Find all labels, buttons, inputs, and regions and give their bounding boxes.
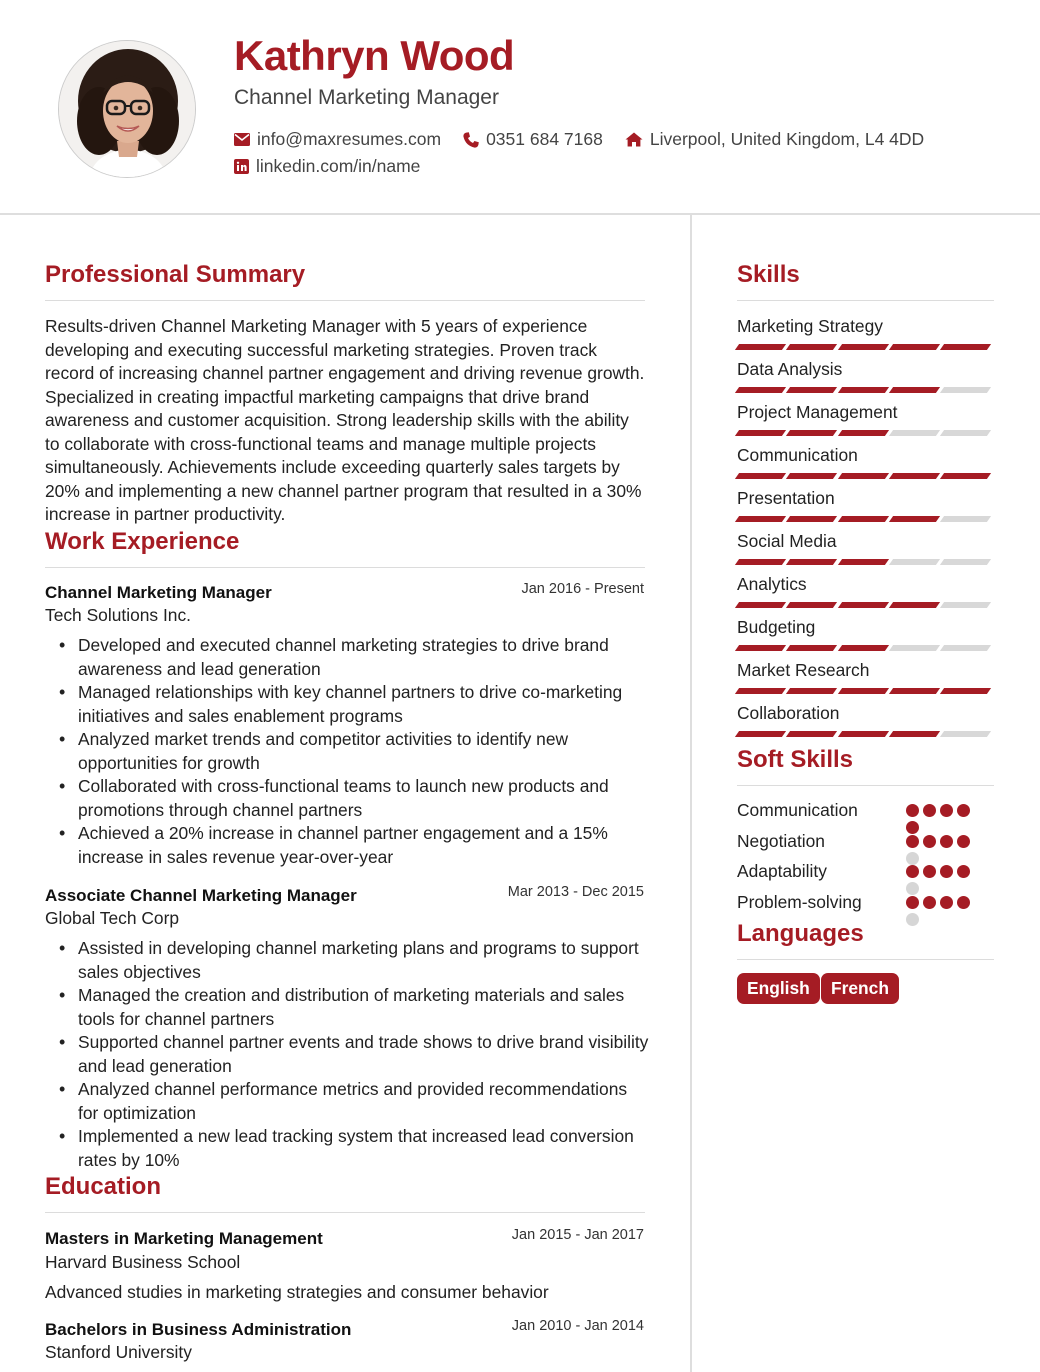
job-bullet: • Assisted in developing channel marketing plans and programs to support sales objectives bbox=[45, 937, 650, 984]
skill-level-segment bbox=[889, 344, 940, 350]
rating-dot bbox=[940, 804, 953, 817]
skill-level-segment bbox=[837, 344, 888, 350]
skill-level-segment bbox=[940, 688, 991, 694]
job-bullet: • Implemented a new lead tracking system that increased lead conversion rates by 10% bbox=[45, 1125, 650, 1172]
skill-level-segment bbox=[940, 602, 991, 608]
soft-skills-divider bbox=[737, 785, 994, 786]
soft-skill-rating bbox=[906, 804, 976, 838]
skill-name: Market Research bbox=[737, 660, 870, 680]
skill-level-segment bbox=[837, 516, 888, 522]
degree-title: Bachelors in Business Administration bbox=[45, 1320, 352, 1339]
skill-level-segment bbox=[735, 473, 786, 479]
rating-dot bbox=[923, 835, 936, 848]
skill-level-bar bbox=[737, 559, 993, 565]
skill-level-segment bbox=[837, 731, 888, 737]
skill-level-segment bbox=[837, 602, 888, 608]
rating-dot bbox=[906, 804, 919, 817]
phone-icon bbox=[463, 132, 479, 148]
skill-level-segment bbox=[735, 645, 786, 651]
contact-linkedin[interactable] bbox=[234, 156, 420, 177]
education-date: Jan 2010 - Jan 2014 bbox=[511, 1318, 644, 1334]
skill-name: Communication bbox=[737, 445, 858, 465]
skill-level-segment bbox=[786, 473, 837, 479]
rating-dot bbox=[940, 835, 953, 848]
skill-level-segment bbox=[837, 645, 888, 651]
contact-row-2 bbox=[234, 156, 442, 177]
skill-level-bar bbox=[737, 602, 993, 608]
skill-level-segment bbox=[786, 344, 837, 350]
summary-text: Results-driven Channel Marketing Manager with 5 years of experience developing and executing successful marketing strategies. Proven track record of increasing channel partner engagement and driving revenue growth. Specialized in creating impactful marketing campaigns that drive brand awareness and customer acquisition. Strong leadership skills with the ability to collaborate with cross-functional teams and manage multiple projects simultaneously. Achievements include exceeding quarterly sales targets by 20% and implementing a new channel partner program that resulted in a 30% increase in partner productivity. bbox=[45, 316, 645, 524]
rating-dot bbox=[923, 896, 936, 909]
summary-heading: Professional Summary bbox=[45, 261, 306, 288]
contact-email[interactable] bbox=[234, 129, 441, 150]
job-bullet: • Supported channel partner events and trade shows to drive brand visibility and lead generation bbox=[45, 1031, 650, 1078]
home-icon bbox=[625, 132, 643, 147]
skill-level-segment bbox=[786, 688, 837, 694]
skill-level-segment bbox=[786, 516, 837, 522]
job-title: Associate Channel Marketing Manager bbox=[45, 886, 357, 905]
skill-level-bar bbox=[737, 387, 993, 393]
skill-level-bar bbox=[737, 430, 993, 436]
skill-level-segment bbox=[940, 344, 991, 350]
address-text: Liverpool, United Kingdom, L4 4DD bbox=[649, 129, 925, 149]
skill-level-segment bbox=[889, 688, 940, 694]
profile-photo-illustration bbox=[59, 41, 196, 178]
skill-level-bar bbox=[737, 645, 993, 651]
job-bullet: • Analyzed market trends and competitor activities to identify new opportunities for growth bbox=[45, 728, 650, 775]
skill-level-segment bbox=[837, 688, 888, 694]
skill-level-segment bbox=[735, 430, 786, 436]
skill-level-segment bbox=[786, 602, 837, 608]
degree-title: Masters in Marketing Management bbox=[45, 1229, 323, 1248]
soft-skill-rating bbox=[906, 896, 976, 930]
languages-heading: Languages bbox=[737, 920, 864, 947]
job-bullet: • Managed the creation and distribution of marketing materials and sales tools for channel partners bbox=[45, 984, 650, 1031]
skill-level-segment bbox=[940, 645, 991, 651]
soft-skill-rating bbox=[906, 835, 976, 869]
soft-skill-name: Negotiation bbox=[737, 830, 825, 851]
contact-address bbox=[625, 129, 924, 150]
skill-level-segment bbox=[940, 559, 991, 565]
language-badge: English bbox=[737, 973, 820, 1004]
rating-dot bbox=[906, 913, 919, 926]
skill-level-segment bbox=[735, 602, 786, 608]
column-divider bbox=[690, 215, 692, 1372]
rating-dot bbox=[923, 804, 936, 817]
skill-level-segment bbox=[735, 731, 786, 737]
summary-divider bbox=[45, 300, 645, 301]
rating-dot bbox=[940, 865, 953, 878]
rating-dot bbox=[906, 835, 919, 848]
experience-heading: Work Experience bbox=[45, 528, 240, 555]
soft-skill-name: Adaptability bbox=[737, 861, 827, 881]
skill-level-segment bbox=[786, 731, 837, 737]
skill-level-bar bbox=[737, 344, 993, 350]
school-name: Harvard Business School bbox=[45, 1252, 241, 1272]
skill-level-segment bbox=[786, 645, 837, 651]
skill-level-segment bbox=[735, 688, 786, 694]
rating-dot bbox=[906, 821, 919, 834]
job-date: Mar 2013 - Dec 2015 bbox=[507, 884, 644, 900]
resume-header bbox=[0, 0, 1040, 215]
skill-level-segment bbox=[889, 731, 940, 737]
skill-level-segment bbox=[940, 473, 991, 479]
rating-dot bbox=[940, 896, 953, 909]
school-name: Stanford University bbox=[45, 1342, 192, 1362]
candidate-title: Channel Marketing Manager bbox=[234, 86, 499, 109]
skill-level-bar bbox=[737, 516, 993, 522]
envelope-icon bbox=[234, 133, 250, 146]
skill-name: Budgeting bbox=[737, 617, 816, 637]
linkedin-text: linkedin.com/in/name bbox=[256, 156, 421, 176]
email-text: info@maxresumes.com bbox=[257, 129, 442, 149]
education-date: Jan 2015 - Jan 2017 bbox=[511, 1227, 644, 1243]
education-heading: Education bbox=[45, 1173, 162, 1200]
education-description: Advanced studies in marketing strategies and consumer behavior bbox=[45, 1282, 549, 1302]
skill-level-segment bbox=[889, 516, 940, 522]
skill-name: Analytics bbox=[737, 574, 807, 594]
skill-name: Project Management bbox=[737, 402, 898, 422]
skill-level-segment bbox=[837, 387, 888, 393]
skill-level-segment bbox=[786, 559, 837, 565]
skill-level-segment bbox=[786, 430, 837, 436]
skill-level-segment bbox=[786, 387, 837, 393]
rating-dot bbox=[906, 852, 919, 865]
job-bullet: • Managed relationships with key channel partners to drive co-marketing initiatives and sales enablement programs bbox=[45, 681, 650, 728]
skill-level-segment bbox=[837, 473, 888, 479]
skill-level-segment bbox=[940, 731, 991, 737]
rating-dot bbox=[957, 804, 970, 817]
skill-level-bar bbox=[737, 688, 993, 694]
skill-name: Data Analysis bbox=[737, 359, 843, 379]
skill-level-segment bbox=[735, 559, 786, 565]
skill-name: Social Media bbox=[737, 531, 837, 551]
contact-phone[interactable] bbox=[463, 129, 603, 150]
skill-level-bar bbox=[737, 473, 993, 479]
skill-level-segment bbox=[735, 344, 786, 350]
job-company: Global Tech Corp bbox=[45, 908, 180, 928]
skill-level-segment bbox=[837, 559, 888, 565]
soft-skill-name: Communication bbox=[737, 800, 858, 820]
skill-level-segment bbox=[735, 516, 786, 522]
profile-photo bbox=[58, 40, 196, 178]
linkedin-icon bbox=[234, 159, 249, 174]
skill-name: Collaboration bbox=[737, 703, 840, 723]
candidate-name: Kathryn Wood bbox=[234, 32, 515, 79]
job-title: Channel Marketing Manager bbox=[45, 583, 272, 602]
job-bullets bbox=[45, 937, 650, 1172]
rating-dot bbox=[923, 865, 936, 878]
skill-level-segment bbox=[889, 430, 940, 436]
skill-level-segment bbox=[889, 602, 940, 608]
job-bullet: • Collaborated with cross-functional teams to launch new products and promotions through channel partners bbox=[45, 775, 650, 822]
skill-level-segment bbox=[889, 645, 940, 651]
job-bullet: • Analyzed channel performance metrics and provided recommendations for optimization bbox=[45, 1078, 650, 1125]
rating-dot bbox=[906, 896, 919, 909]
job-date: Jan 2016 - Present bbox=[521, 581, 644, 597]
skill-level-segment bbox=[837, 430, 888, 436]
languages-divider bbox=[737, 959, 994, 960]
skill-level-segment bbox=[940, 387, 991, 393]
skills-heading: Skills bbox=[737, 261, 800, 288]
rating-dot bbox=[957, 865, 970, 878]
rating-dot bbox=[957, 835, 970, 848]
skill-name: Presentation bbox=[737, 488, 835, 508]
skills-divider bbox=[737, 300, 994, 301]
skill-level-segment bbox=[889, 387, 940, 393]
contact-row bbox=[234, 129, 946, 150]
soft-skill-rating bbox=[906, 865, 976, 899]
job-bullet: • Achieved a 20% increase in channel partner engagement and a 15% increase in sales revenue year-over-year bbox=[45, 822, 650, 869]
skill-level-segment bbox=[735, 387, 786, 393]
skill-level-bar bbox=[737, 731, 993, 737]
skill-level-segment bbox=[940, 430, 991, 436]
language-badge: French bbox=[821, 973, 899, 1004]
soft-skill-name: Problem-solving bbox=[737, 891, 862, 912]
skill-level-segment bbox=[940, 516, 991, 522]
rating-dot bbox=[906, 882, 919, 895]
skill-name: Marketing Strategy bbox=[737, 316, 883, 336]
rating-dot bbox=[906, 865, 919, 878]
rating-dot bbox=[957, 896, 970, 909]
skill-level-segment bbox=[889, 559, 940, 565]
phone-text: 0351 684 7168 bbox=[486, 129, 603, 149]
job-bullet: • Developed and executed channel marketing strategies to drive brand awareness and lead generation bbox=[45, 634, 650, 681]
job-company: Tech Solutions Inc. bbox=[45, 605, 191, 625]
skill-level-segment bbox=[889, 473, 940, 479]
job-bullets bbox=[45, 634, 650, 869]
experience-divider bbox=[45, 567, 645, 568]
education-divider bbox=[45, 1212, 645, 1213]
soft-skills-heading: Soft Skills bbox=[737, 746, 854, 773]
